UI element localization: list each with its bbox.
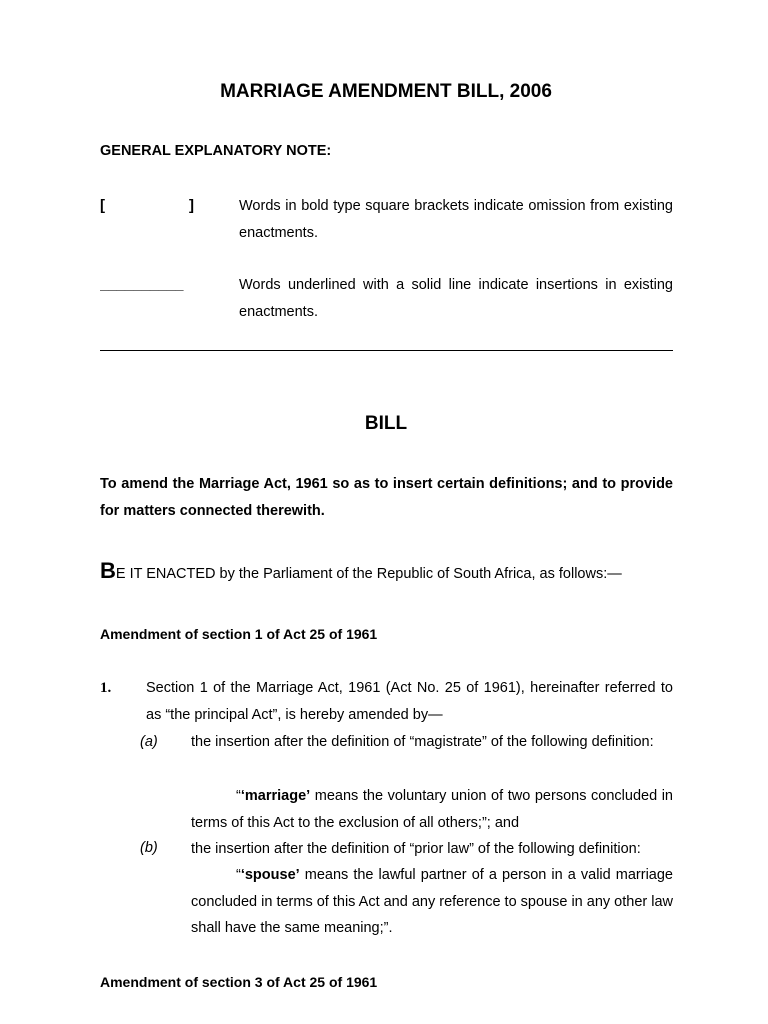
definition-term-spouse: ‘spouse’ — [240, 867, 300, 883]
paragraph-a-text: the insertion after the definition of “magistrate” of the following definition: — [191, 734, 654, 750]
definition-open-quote: “ — [236, 867, 241, 883]
definition-marriage — [191, 783, 673, 836]
definition-term-marriage: ‘marriage’ — [240, 788, 311, 804]
definition-spouse — [191, 862, 673, 942]
paragraph-b-text: the insertion after the definition of “prior law” of the following definition: — [191, 841, 641, 857]
paragraph-b-label: (b) — [140, 840, 158, 856]
note-brackets-text: Words in bold type square brackets indicate omission from existing enactments. — [239, 198, 673, 241]
section-1-heading: Amendment of section 1 of Act 25 of 1961 — [100, 626, 378, 642]
enacting-dropcap: B — [100, 558, 116, 583]
section-1-intro: Section 1 of the Marriage Act, 1961 (Act No. 25 of 1961), hereinafter referred to as “the principal Act”, is hereby amended by— — [146, 680, 673, 723]
bracket-close: ] — [189, 197, 194, 214]
definition-body-marriage: means the voluntary union of two persons concluded in terms of this Act to the exclusion of all others;”; and — [191, 788, 673, 831]
enacting-text: E IT ENACTED by the Parliament of the Republic of South Africa, as follows:— — [115, 566, 622, 582]
bracket-open: [ — [100, 197, 105, 214]
note-underline-text: Words underlined with a solid line indicate insertions in existing enactments. — [239, 277, 673, 320]
section-3-heading: Amendment of section 3 of Act 25 of 1961 — [100, 974, 378, 990]
paragraph-a-label: (a) — [140, 734, 158, 750]
horizontal-divider — [100, 350, 673, 351]
section-number: 1. — [100, 680, 112, 696]
explanatory-note-heading: GENERAL EXPLANATORY NOTE: — [100, 143, 332, 159]
underline-symbol: __________ — [100, 276, 184, 293]
bill-heading: BILL — [364, 413, 408, 434]
definition-open-quote: “ — [236, 788, 241, 804]
square-brackets-symbol — [100, 197, 194, 214]
enacting-formula — [100, 558, 622, 584]
long-title: To amend the Marriage Act, 1961 so as to insert certain definitions; and to provide for matters connected therewith. — [100, 476, 673, 519]
bill-title: MARRIAGE AMENDMENT BILL, 2006 — [220, 81, 552, 102]
definition-body-spouse: means the lawful partner of a person in a valid marriage concluded in terms of this Act and any reference to spouse in any other law shall have the same meaning;”. — [191, 867, 673, 936]
